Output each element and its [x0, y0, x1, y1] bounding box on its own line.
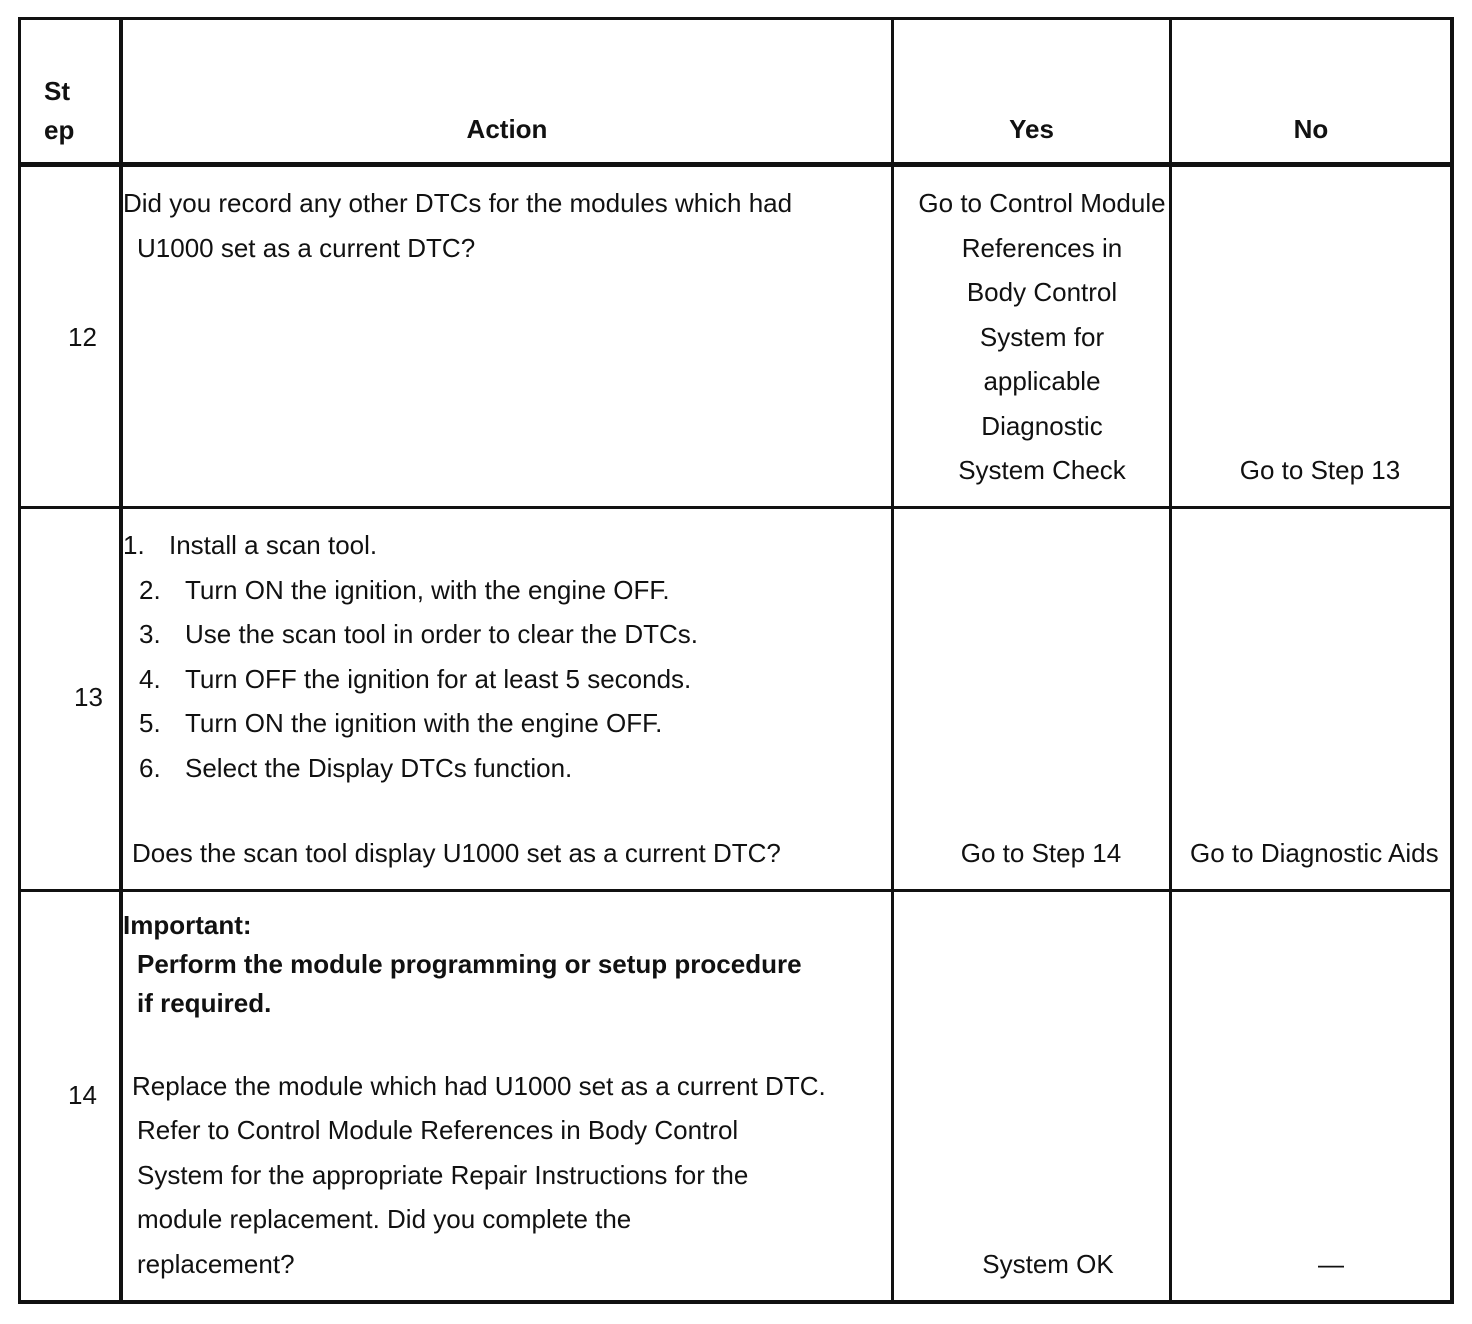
- header-divider: [18, 162, 1454, 167]
- table-border-bottom: [18, 1300, 1454, 1304]
- yes-12-line6: Diagnostic: [981, 410, 1103, 441]
- step-item-6-num: 6.: [139, 752, 161, 783]
- step-item-4-num: 4.: [139, 663, 161, 694]
- list-item: [123, 523, 682, 568]
- step-item-5-text: Turn ON the ignition with the engine OFF.: [185, 708, 663, 738]
- step-item-1-num: 1.: [123, 530, 145, 560]
- action-13-steps: [123, 523, 699, 790]
- no-13: Go to Diagnostic Aids: [1190, 838, 1439, 868]
- important-line2: if required.: [137, 988, 272, 1018]
- action-14-line3: System for the appropriate Repair Instructions for the: [137, 1160, 749, 1190]
- list-item: [139, 568, 698, 613]
- no-12: Go to Step 13: [1239, 455, 1401, 485]
- action-14-line2: Refer to Control Module References in Body Control: [137, 1115, 739, 1145]
- action-12-line2: U1000 set as a current DTC?: [137, 233, 476, 263]
- yes-12-line3: Body Control: [966, 277, 1118, 307]
- list-item: [139, 612, 698, 657]
- header-step-line2: ep: [44, 115, 75, 145]
- header-action: Action: [466, 114, 548, 144]
- row-divider-12-13: [18, 506, 1454, 509]
- step-number-13: 13: [74, 682, 103, 712]
- important-line1: Perform the module programming or setup procedure: [137, 949, 802, 979]
- diagnostic-table: [18, 17, 1454, 1304]
- step-item-3-num: 3.: [139, 619, 161, 649]
- no-14: —: [1318, 1249, 1344, 1279]
- step-item-5-num: 5.: [139, 708, 161, 738]
- header-no: No: [1293, 114, 1329, 144]
- column-divider-action-yes: [891, 17, 894, 1304]
- yes-12-line4: System for: [979, 321, 1105, 352]
- list-item: [139, 701, 698, 746]
- yes-14: System OK: [982, 1249, 1114, 1279]
- action-14-line5: replacement?: [137, 1249, 295, 1279]
- step-item-2-num: 2.: [139, 574, 161, 605]
- action-12-line1: Did you record any other DTCs for the modules which had: [123, 188, 793, 218]
- yes-12-line1: Go to Control Module: [918, 188, 1166, 218]
- step-item-6-text: Select the Display DTCs function.: [185, 752, 573, 783]
- list-item: [139, 657, 698, 702]
- list-item: [139, 746, 698, 791]
- step-number-12: 12: [68, 322, 97, 352]
- table-border-top: [18, 17, 1454, 20]
- step-item-4-text: Turn OFF the ignition for at least 5 seconds.: [185, 663, 692, 694]
- yes-12: [898, 181, 1186, 493]
- header-yes: Yes: [1009, 114, 1054, 144]
- header-step-line1: St: [44, 76, 70, 106]
- step-item-1-text: Install a scan tool.: [169, 530, 378, 560]
- action-14-line1: Replace the module which had U1000 set as a current DTC.: [132, 1071, 826, 1101]
- yes-12-line7: System Check: [958, 455, 1126, 485]
- header-step: [44, 72, 74, 150]
- important-label: Important:: [123, 910, 252, 940]
- table-border-right: [1450, 17, 1454, 1304]
- step-item-3-text: Use the scan tool in order to clear the DTCs.: [185, 619, 699, 649]
- yes-12-line5: applicable: [983, 366, 1101, 396]
- action-14-line4: module replacement. Did you complete the: [137, 1204, 632, 1234]
- yes-12-line2: References in: [961, 232, 1123, 263]
- yes-13: Go to Step 14: [960, 838, 1122, 868]
- step-number-14: 14: [68, 1080, 97, 1110]
- row-divider-13-14: [18, 889, 1454, 892]
- step-item-2-text: Turn ON the ignition, with the engine OFF.: [185, 574, 670, 605]
- action-13-question: Does the scan tool display U1000 set as a current DTC?: [132, 838, 781, 868]
- table-border-left: [18, 17, 21, 1304]
